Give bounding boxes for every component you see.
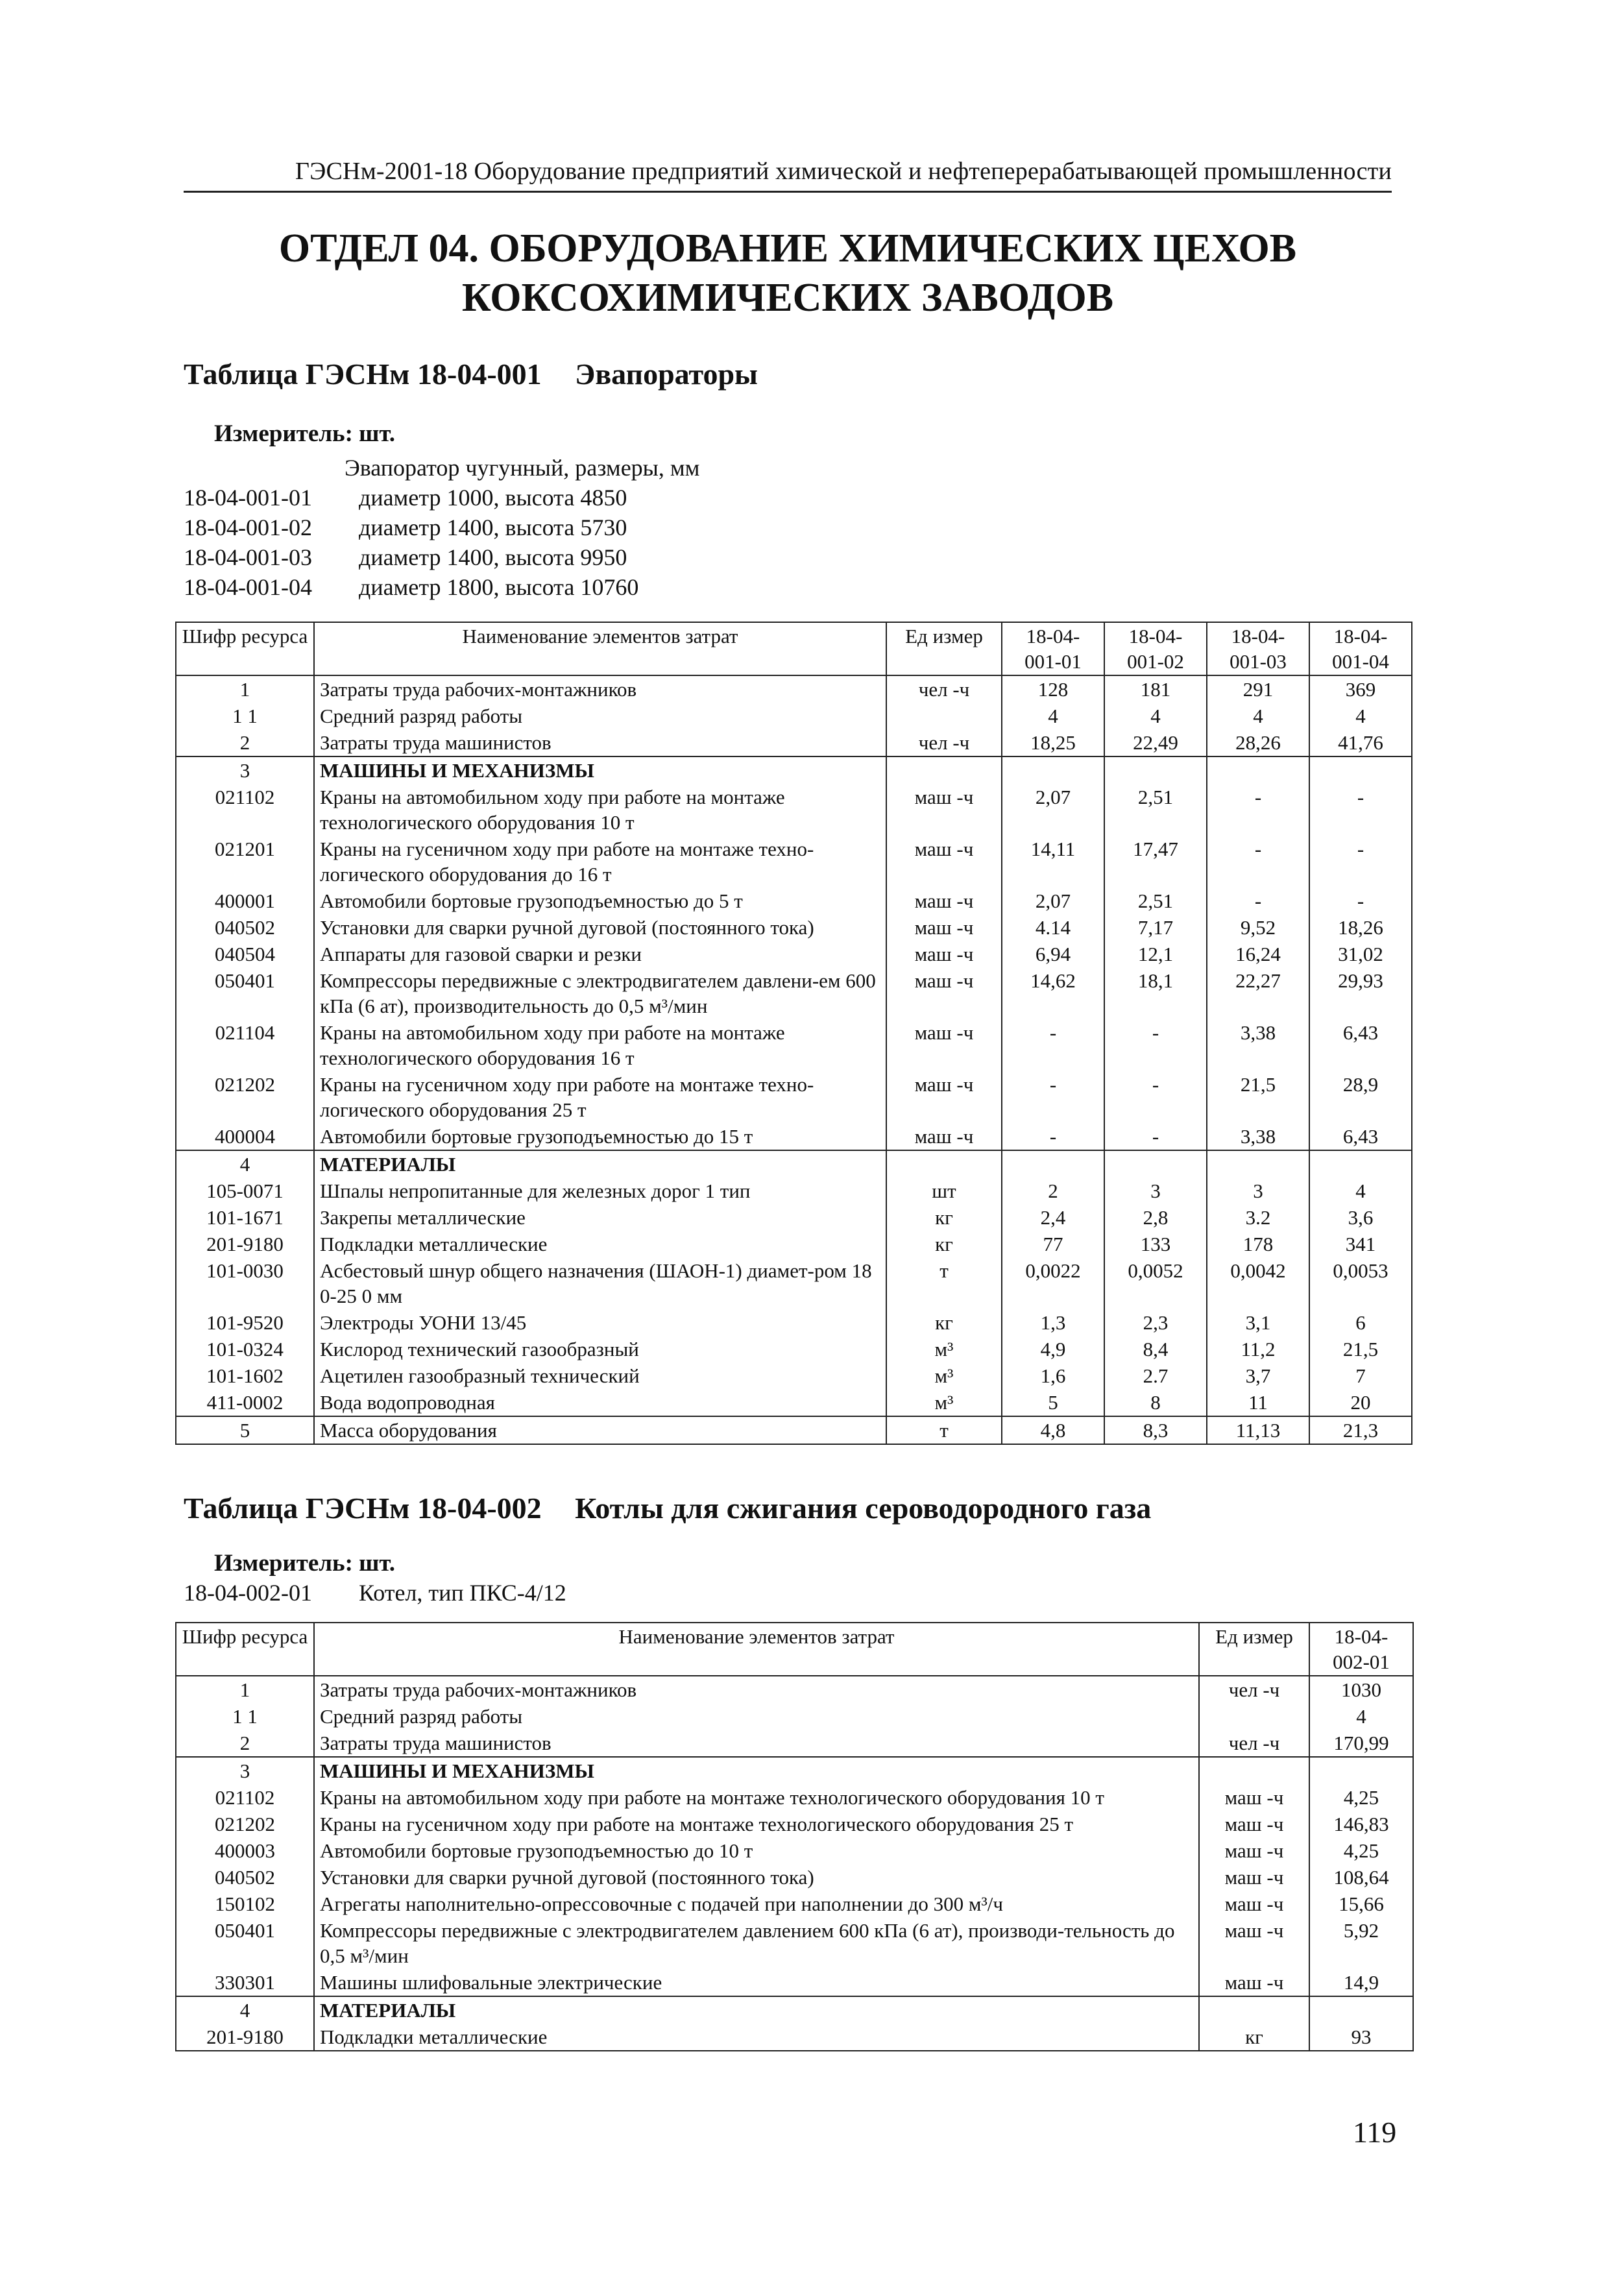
unit-cell bbox=[1199, 1703, 1309, 1730]
value-cell bbox=[1207, 1150, 1309, 1178]
value-cell: - bbox=[1207, 784, 1309, 836]
value-cell: 2,07 bbox=[1002, 784, 1104, 836]
header-resource-code: Шифр ресурса bbox=[176, 1623, 314, 1676]
table-row bbox=[176, 914, 1412, 941]
cost-element-name-cell: МАШИНЫ И МЕХАНИЗМЫ bbox=[314, 1757, 1199, 1784]
cost-element-name-cell: Краны на гусеничном ходу при работе на монтаже техно-логического оборудования 25 т bbox=[314, 1071, 886, 1123]
value-cell: 4 bbox=[1002, 703, 1104, 729]
value-cell bbox=[1309, 756, 1412, 784]
value-cell: 8,4 bbox=[1104, 1336, 1207, 1362]
variant-description: диаметр 1400, высота 5730 bbox=[359, 514, 627, 540]
unit-cell bbox=[886, 703, 1002, 729]
value-cell: 11,13 bbox=[1207, 1416, 1309, 1444]
value-cell: 2,3 bbox=[1104, 1309, 1207, 1336]
value-cell: 77 bbox=[1002, 1231, 1104, 1257]
value-cell: 3,1 bbox=[1207, 1309, 1309, 1336]
value-cell: 21,5 bbox=[1309, 1336, 1412, 1362]
value-cell: 4,25 bbox=[1309, 1837, 1413, 1864]
value-cell: 2 bbox=[1002, 1178, 1104, 1204]
value-cell: 369 bbox=[1309, 675, 1412, 703]
value-cell: 291 bbox=[1207, 675, 1309, 703]
resource-code-cell: 040504 bbox=[176, 941, 314, 967]
unit-cell: м³ bbox=[886, 1336, 1002, 1362]
value-cell: 11 bbox=[1207, 1389, 1309, 1416]
value-cell: 4,8 bbox=[1002, 1416, 1104, 1444]
table-row bbox=[176, 756, 1412, 784]
cost-element-name-cell: Аппараты для газовой сварки и резки bbox=[314, 941, 886, 967]
unit-cell bbox=[1199, 1996, 1309, 2024]
value-cell: 31,02 bbox=[1309, 941, 1412, 967]
value-cell: 2,51 bbox=[1104, 784, 1207, 836]
unit-cell: т bbox=[886, 1257, 1002, 1309]
value-cell bbox=[1002, 756, 1104, 784]
value-cell: 41,76 bbox=[1309, 729, 1412, 756]
resource-code-cell: 040502 bbox=[176, 1864, 314, 1891]
resource-code-cell: 4 bbox=[176, 1996, 314, 2024]
value-cell: 5,92 bbox=[1309, 1917, 1413, 1969]
table2-grid bbox=[175, 1622, 1414, 2051]
cost-element-name-cell: Затраты труда машинистов bbox=[314, 1730, 1199, 1757]
value-cell: 18,25 bbox=[1002, 729, 1104, 756]
cost-element-name-cell: МАТЕРИАЛЫ bbox=[314, 1996, 1199, 2024]
value-cell: - bbox=[1309, 784, 1412, 836]
value-cell: 2,4 bbox=[1002, 1204, 1104, 1231]
resource-code-cell: 101-1671 bbox=[176, 1204, 314, 1231]
cost-element-name-cell: Асбестовый шнур общего назначения (ШАОН-1) диамет-ром 18 0-25 0 мм bbox=[314, 1257, 886, 1309]
header-resource-code: Шифр ресурса bbox=[176, 622, 314, 675]
unit-cell: маш -ч bbox=[1199, 1784, 1309, 1811]
resource-code-cell: 1 1 bbox=[176, 703, 314, 729]
header-norm-code: 18-04- 002-01 bbox=[1309, 1623, 1413, 1676]
unit-cell: м³ bbox=[886, 1389, 1002, 1416]
value-cell: 0,0053 bbox=[1309, 1257, 1412, 1309]
table2-caption-code: Таблица ГЭСНм 18-04-002 bbox=[184, 1492, 542, 1525]
unit-cell: маш -ч bbox=[886, 784, 1002, 836]
resource-code-cell: 1 1 bbox=[176, 1703, 314, 1730]
value-cell: 12,1 bbox=[1104, 941, 1207, 967]
unit-cell: маш -ч bbox=[1199, 1837, 1309, 1864]
unit-cell: шт bbox=[886, 1178, 1002, 1204]
value-cell: 4.14 bbox=[1002, 914, 1104, 941]
variant-code: 18-04-001-02 bbox=[184, 514, 312, 540]
resource-code-cell: 1 bbox=[176, 1676, 314, 1703]
value-cell: 21,5 bbox=[1207, 1071, 1309, 1123]
value-cell bbox=[1104, 756, 1207, 784]
value-cell: 17,47 bbox=[1104, 836, 1207, 888]
value-cell: 133 bbox=[1104, 1231, 1207, 1257]
table-row bbox=[176, 1676, 1413, 1703]
unit-cell: маш -ч bbox=[1199, 1811, 1309, 1837]
resource-code-cell: 040502 bbox=[176, 914, 314, 941]
value-cell: 21,3 bbox=[1309, 1416, 1412, 1444]
value-cell bbox=[1309, 1757, 1413, 1784]
value-cell: 14,62 bbox=[1002, 967, 1104, 1019]
resource-code-cell: 1 bbox=[176, 675, 314, 703]
table2-caption-name: Котлы для сжигания сероводородного газа bbox=[575, 1492, 1152, 1525]
value-cell: 1,6 bbox=[1002, 1362, 1104, 1389]
variant-code: 18-04-002-01 bbox=[184, 1580, 312, 1606]
value-cell: 341 bbox=[1309, 1231, 1412, 1257]
table-row bbox=[176, 1917, 1413, 1969]
value-cell: 2,8 bbox=[1104, 1204, 1207, 1231]
cost-element-name-cell: Краны на автомобильном ходу при работе на монтаже технологического оборудования 10 т bbox=[314, 1784, 1199, 1811]
resource-code-cell: 101-0030 bbox=[176, 1257, 314, 1309]
table-row bbox=[176, 784, 1412, 836]
unit-cell: м³ bbox=[886, 1362, 1002, 1389]
table-row bbox=[176, 1257, 1412, 1309]
cost-element-name-cell: Масса оборудования bbox=[314, 1416, 886, 1444]
value-cell: 0,0042 bbox=[1207, 1257, 1309, 1309]
table-row bbox=[176, 1784, 1413, 1811]
table-row bbox=[176, 1811, 1413, 1837]
resource-code-cell: 021201 bbox=[176, 836, 314, 888]
resource-code-cell: 021202 bbox=[176, 1811, 314, 1837]
value-cell: - bbox=[1207, 888, 1309, 914]
header-norm-code: 18-04- 001-02 bbox=[1104, 622, 1207, 675]
cost-element-name-cell: Шпалы непропитанные для железных дорог 1 тип bbox=[314, 1178, 886, 1204]
cost-element-name-cell: Затраты труда рабочих-монтажников bbox=[314, 1676, 1199, 1703]
variant-row bbox=[184, 483, 699, 513]
value-cell: 4 bbox=[1309, 1178, 1412, 1204]
resource-code-cell: 201-9180 bbox=[176, 1231, 314, 1257]
value-cell bbox=[1207, 756, 1309, 784]
table-row bbox=[176, 1757, 1413, 1784]
value-cell: 1030 bbox=[1309, 1676, 1413, 1703]
unit-cell: маш -ч bbox=[886, 1123, 1002, 1150]
unit-cell: кг bbox=[886, 1204, 1002, 1231]
resource-code-cell: 021104 bbox=[176, 1019, 314, 1071]
value-cell: 18,1 bbox=[1104, 967, 1207, 1019]
cost-element-name-cell: Средний разряд работы bbox=[314, 703, 886, 729]
value-cell: 3 bbox=[1207, 1178, 1309, 1204]
table-row bbox=[176, 1864, 1413, 1891]
value-cell: - bbox=[1104, 1019, 1207, 1071]
page-number: 119 bbox=[1353, 2116, 1397, 2149]
cost-element-name-cell: Краны на гусеничном ходу при работе на монтаже техно-логического оборудования до 16 т bbox=[314, 836, 886, 888]
value-cell: 18,26 bbox=[1309, 914, 1412, 941]
table1-variants-intro: Эвапоратор чугунный, размеры, мм bbox=[345, 455, 700, 481]
variant-description: диаметр 1000, высота 4850 bbox=[359, 485, 627, 511]
resource-code-cell: 105-0071 bbox=[176, 1178, 314, 1204]
resource-code-cell: 400001 bbox=[176, 888, 314, 914]
resource-code-cell: 050401 bbox=[176, 1917, 314, 1969]
value-cell: 28,26 bbox=[1207, 729, 1309, 756]
value-cell: 4 bbox=[1309, 1703, 1413, 1730]
resource-code-cell: 400003 bbox=[176, 1837, 314, 1864]
value-cell: 6,43 bbox=[1309, 1123, 1412, 1150]
value-cell bbox=[1309, 1996, 1413, 2024]
table-row bbox=[176, 1703, 1413, 1730]
unit-cell: маш -ч bbox=[1199, 1864, 1309, 1891]
cost-element-name-cell: Ацетилен газообразный технический bbox=[314, 1362, 886, 1389]
resource-code-cell: 400004 bbox=[176, 1123, 314, 1150]
cost-element-name-cell: Электроды УОНИ 13/45 bbox=[314, 1309, 886, 1336]
table2-caption bbox=[184, 1491, 1151, 1525]
unit-cell bbox=[886, 1150, 1002, 1178]
table-row bbox=[176, 1336, 1412, 1362]
value-cell: 2,07 bbox=[1002, 888, 1104, 914]
value-cell: 146,83 bbox=[1309, 1811, 1413, 1837]
unit-cell: маш -ч bbox=[886, 941, 1002, 967]
cost-element-name-cell: Затраты труда машинистов bbox=[314, 729, 886, 756]
header-unit: Ед измер bbox=[886, 622, 1002, 675]
table1-unit-label: Измеритель: шт. bbox=[214, 420, 396, 447]
resource-code-cell: 3 bbox=[176, 1757, 314, 1784]
value-cell: 3,38 bbox=[1207, 1019, 1309, 1071]
value-cell: 9,52 bbox=[1207, 914, 1309, 941]
resource-code-cell: 2 bbox=[176, 1730, 314, 1757]
cost-element-name-cell: Автомобили бортовые грузоподъемностью до 10 т bbox=[314, 1837, 1199, 1864]
table-row bbox=[176, 941, 1412, 967]
value-cell bbox=[1104, 1150, 1207, 1178]
cost-element-name-cell: Компрессоры передвижные с электродвигателем давлением 600 кПа (6 ат), производи-тельность до 0,5 м³/мин bbox=[314, 1917, 1199, 1969]
unit-cell: маш -ч bbox=[886, 1019, 1002, 1071]
value-cell: 4 bbox=[1104, 703, 1207, 729]
value-cell: 8,3 bbox=[1104, 1416, 1207, 1444]
cost-element-name-cell: Вода водопроводная bbox=[314, 1389, 886, 1416]
table-row bbox=[176, 1123, 1412, 1150]
header-norm-code: 18-04- 001-03 bbox=[1207, 622, 1309, 675]
unit-cell: чел -ч bbox=[1199, 1730, 1309, 1757]
table-row bbox=[176, 703, 1412, 729]
value-cell: 6,94 bbox=[1002, 941, 1104, 967]
unit-cell: маш -ч bbox=[886, 1071, 1002, 1123]
table2-unit-label: Измеритель: шт. bbox=[214, 1550, 396, 1577]
variant-description: диаметр 1800, высота 10760 bbox=[359, 574, 639, 600]
cost-element-name-cell: Подкладки металлические bbox=[314, 2024, 1199, 2051]
section-title-line-2: КОКСОХИМИЧЕСКИХ ЗАВОДОВ bbox=[461, 276, 1114, 320]
table-row bbox=[176, 675, 1412, 703]
table1-grid bbox=[175, 622, 1412, 1445]
value-cell: - bbox=[1104, 1123, 1207, 1150]
resource-code-cell: 021102 bbox=[176, 784, 314, 836]
resource-code-cell: 201-9180 bbox=[176, 2024, 314, 2051]
variant-code: 18-04-001-03 bbox=[184, 544, 312, 570]
unit-cell: маш -ч bbox=[886, 967, 1002, 1019]
table-row bbox=[176, 1309, 1412, 1336]
cost-element-name-cell: Установки для сварки ручной дуговой (постоянного тока) bbox=[314, 1864, 1199, 1891]
header-norm-code: 18-04- 001-01 bbox=[1002, 622, 1104, 675]
variant-description: диаметр 1400, высота 9950 bbox=[359, 544, 627, 570]
unit-cell bbox=[886, 756, 1002, 784]
table-row bbox=[176, 1150, 1412, 1178]
table-row bbox=[176, 1231, 1412, 1257]
value-cell: 28,9 bbox=[1309, 1071, 1412, 1123]
table2-variants bbox=[184, 1578, 566, 1608]
resource-code-cell: 101-0324 bbox=[176, 1336, 314, 1362]
value-cell: 0,0052 bbox=[1104, 1257, 1207, 1309]
value-cell: 3 bbox=[1104, 1178, 1207, 1204]
cost-element-name-cell: МАШИНЫ И МЕХАНИЗМЫ bbox=[314, 756, 886, 784]
unit-cell: кг bbox=[886, 1309, 1002, 1336]
table-row bbox=[176, 1891, 1413, 1917]
unit-cell: т bbox=[886, 1416, 1002, 1444]
resource-code-cell: 330301 bbox=[176, 1969, 314, 1996]
table-row bbox=[176, 1178, 1412, 1204]
value-cell: 3.2 bbox=[1207, 1204, 1309, 1231]
cost-element-name-cell: Машины шлифовальные электрические bbox=[314, 1969, 1199, 1996]
table-row bbox=[176, 1389, 1412, 1416]
value-cell: 0,0022 bbox=[1002, 1257, 1104, 1309]
unit-cell bbox=[1199, 1757, 1309, 1784]
table-row bbox=[176, 1416, 1412, 1444]
value-cell: 22,27 bbox=[1207, 967, 1309, 1019]
cost-element-name-cell: Компрессоры передвижные с электродвигателем давлени-ем 600 кПа (6 ат), производительность до 0,5 м³/мин bbox=[314, 967, 886, 1019]
cost-element-name-cell: Средний разряд работы bbox=[314, 1703, 1199, 1730]
value-cell: 6,43 bbox=[1309, 1019, 1412, 1071]
value-cell: - bbox=[1309, 836, 1412, 888]
unit-cell: чел -ч bbox=[886, 729, 1002, 756]
resource-code-cell: 2 bbox=[176, 729, 314, 756]
variant-row bbox=[184, 513, 699, 542]
value-cell: - bbox=[1104, 1071, 1207, 1123]
resource-code-cell: 101-9520 bbox=[176, 1309, 314, 1336]
cost-element-name-cell: Подкладки металлические bbox=[314, 1231, 886, 1257]
value-cell: 170,99 bbox=[1309, 1730, 1413, 1757]
resource-code-cell: 150102 bbox=[176, 1891, 314, 1917]
variant-row bbox=[184, 542, 699, 572]
value-cell: 16,24 bbox=[1207, 941, 1309, 967]
unit-cell: маш -ч bbox=[886, 888, 1002, 914]
value-cell: 4 bbox=[1309, 703, 1412, 729]
header-norm-code: 18-04- 001-04 bbox=[1309, 622, 1412, 675]
table1-caption-code: Таблица ГЭСНм 18-04-001 bbox=[184, 357, 542, 391]
unit-cell: чел -ч bbox=[1199, 1676, 1309, 1703]
value-cell: 178 bbox=[1207, 1231, 1309, 1257]
value-cell: - bbox=[1002, 1071, 1104, 1123]
unit-cell: маш -ч bbox=[1199, 1969, 1309, 1996]
table-row bbox=[176, 1362, 1412, 1389]
table-row bbox=[176, 1837, 1413, 1864]
value-cell: 3,7 bbox=[1207, 1362, 1309, 1389]
value-cell: 108,64 bbox=[1309, 1864, 1413, 1891]
value-cell: 93 bbox=[1309, 2024, 1413, 2051]
header-cost-element-name: Наименование элементов затрат bbox=[314, 622, 886, 675]
header-unit: Ед измер bbox=[1199, 1623, 1309, 1676]
cost-element-name-cell: Установки для сварки ручной дуговой (постоянного тока) bbox=[314, 914, 886, 941]
cost-element-name-cell: Кислород технический газообразный bbox=[314, 1336, 886, 1362]
resource-code-cell: 021102 bbox=[176, 1784, 314, 1811]
section-title bbox=[184, 224, 1392, 322]
variant-row bbox=[184, 1578, 566, 1608]
table1-caption-name: Эвапораторы bbox=[575, 357, 758, 391]
table-row bbox=[176, 1996, 1413, 2024]
cost-element-name-cell: Затраты труда рабочих-монтажников bbox=[314, 675, 886, 703]
value-cell: 128 bbox=[1002, 675, 1104, 703]
value-cell: 4 bbox=[1207, 703, 1309, 729]
variant-row bbox=[184, 572, 699, 602]
table-row bbox=[176, 1730, 1413, 1757]
section-title-line-1: ОТДЕЛ 04. ОБОРУДОВАНИЕ ХИМИЧЕСКИХ ЦЕХОВ bbox=[278, 226, 1297, 271]
table-row bbox=[176, 836, 1412, 888]
table-row bbox=[176, 1204, 1412, 1231]
value-cell: 7 bbox=[1309, 1362, 1412, 1389]
variant-code: 18-04-001-04 bbox=[184, 574, 312, 600]
unit-cell: чел -ч bbox=[886, 675, 1002, 703]
cost-element-name-cell: Закрепы металлические bbox=[314, 1204, 886, 1231]
value-cell: 4,9 bbox=[1002, 1336, 1104, 1362]
value-cell: 3,6 bbox=[1309, 1204, 1412, 1231]
value-cell: 29,93 bbox=[1309, 967, 1412, 1019]
resource-code-cell: 050401 bbox=[176, 967, 314, 1019]
cost-element-name-cell: Автомобили бортовые грузоподъемностью до 15 т bbox=[314, 1123, 886, 1150]
value-cell: 7,17 bbox=[1104, 914, 1207, 941]
variant-description: Котел, тип ПКС-4/12 bbox=[359, 1580, 566, 1606]
value-cell: 1,3 bbox=[1002, 1309, 1104, 1336]
value-cell: 14,9 bbox=[1309, 1969, 1413, 1996]
value-cell: - bbox=[1002, 1123, 1104, 1150]
table-row bbox=[176, 729, 1412, 756]
table-row bbox=[176, 1071, 1412, 1123]
unit-cell: кг bbox=[1199, 2024, 1309, 2051]
unit-cell: маш -ч bbox=[886, 836, 1002, 888]
value-cell: - bbox=[1002, 1019, 1104, 1071]
table-row bbox=[176, 888, 1412, 914]
value-cell: 22,49 bbox=[1104, 729, 1207, 756]
unit-cell: маш -ч bbox=[886, 914, 1002, 941]
value-cell: 3,38 bbox=[1207, 1123, 1309, 1150]
resource-code-cell: 3 bbox=[176, 756, 314, 784]
value-cell bbox=[1309, 1150, 1412, 1178]
cost-element-name-cell: Краны на автомобильном ходу при работе на монтаже технологического оборудования 16 т bbox=[314, 1019, 886, 1071]
table-row bbox=[176, 1019, 1412, 1071]
value-cell bbox=[1002, 1150, 1104, 1178]
variant-code: 18-04-001-01 bbox=[184, 485, 312, 511]
unit-cell: кг bbox=[886, 1231, 1002, 1257]
resource-code-cell: 5 bbox=[176, 1416, 314, 1444]
table-row bbox=[176, 2024, 1413, 2051]
header-cost-element-name: Наименование элементов затрат bbox=[314, 1623, 1199, 1676]
value-cell: 2,51 bbox=[1104, 888, 1207, 914]
value-cell: - bbox=[1309, 888, 1412, 914]
cost-element-name-cell: Краны на гусеничном ходу при работе на монтаже технологического оборудования 25 т bbox=[314, 1811, 1199, 1837]
resource-code-cell: 021202 bbox=[176, 1071, 314, 1123]
unit-cell: маш -ч bbox=[1199, 1917, 1309, 1969]
value-cell: 6 bbox=[1309, 1309, 1412, 1336]
value-cell: 181 bbox=[1104, 675, 1207, 703]
running-header: ГЭСНм-2001-18 Оборудование предприятий химической и нефтеперерабатывающей промышленности bbox=[184, 157, 1392, 193]
value-cell: 14,11 bbox=[1002, 836, 1104, 888]
unit-cell: маш -ч bbox=[1199, 1891, 1309, 1917]
value-cell: - bbox=[1207, 836, 1309, 888]
value-cell: 2.7 bbox=[1104, 1362, 1207, 1389]
value-cell: 5 bbox=[1002, 1389, 1104, 1416]
table-row bbox=[176, 1969, 1413, 1996]
resource-code-cell: 411-0002 bbox=[176, 1389, 314, 1416]
value-cell: 8 bbox=[1104, 1389, 1207, 1416]
cost-element-name-cell: Агрегаты наполнительно-опрессовочные с подачей при наполнении до 300 м³/ч bbox=[314, 1891, 1199, 1917]
value-cell: 15,66 bbox=[1309, 1891, 1413, 1917]
resource-code-cell: 4 bbox=[176, 1150, 314, 1178]
cost-element-name-cell: Автомобили бортовые грузоподъемностью до 5 т bbox=[314, 888, 886, 914]
value-cell: 11,2 bbox=[1207, 1336, 1309, 1362]
table1-caption bbox=[184, 357, 758, 391]
value-cell: 4,25 bbox=[1309, 1784, 1413, 1811]
resource-code-cell: 101-1602 bbox=[176, 1362, 314, 1389]
table1-variants bbox=[184, 453, 699, 602]
value-cell: 20 bbox=[1309, 1389, 1412, 1416]
cost-element-name-cell: МАТЕРИАЛЫ bbox=[314, 1150, 886, 1178]
cost-element-name-cell: Краны на автомобильном ходу при работе на монтаже технологического оборудования 10 т bbox=[314, 784, 886, 836]
table-row bbox=[176, 967, 1412, 1019]
